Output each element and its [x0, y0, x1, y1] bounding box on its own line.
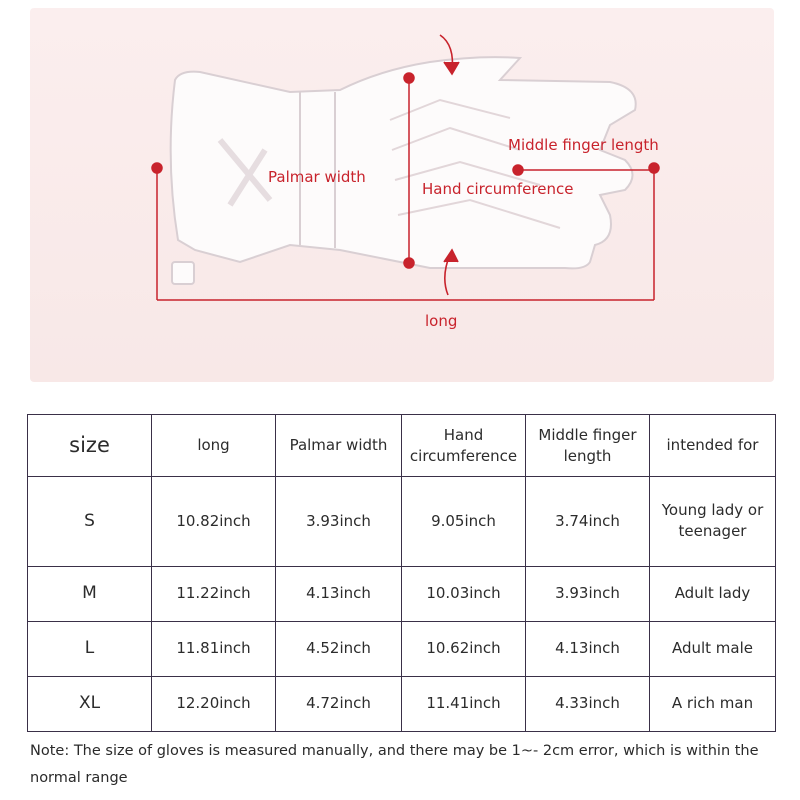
size-chart-table	[27, 414, 776, 732]
palmar-width-cell: 4.72inch	[276, 676, 402, 731]
column-header: size	[28, 415, 152, 477]
palmar-width-cell: 3.93inch	[276, 477, 402, 567]
long-cell: 10.82inch	[152, 477, 276, 567]
middle-finger-length-label: Middle finger length	[508, 136, 659, 154]
palmar-width-cell: 4.52inch	[276, 621, 402, 676]
size-cell: M	[28, 566, 152, 621]
table-row	[28, 676, 776, 731]
column-header: Hand circumference	[402, 415, 526, 477]
long-cell: 11.22inch	[152, 566, 276, 621]
hand-circumference-cell: 9.05inch	[402, 477, 526, 567]
table-row	[28, 621, 776, 676]
table-header-row	[28, 415, 776, 477]
size-cell: S	[28, 477, 152, 567]
hand-circumference-cell: 10.03inch	[402, 566, 526, 621]
intended-for-cell: Adult lady	[650, 566, 776, 621]
palmar-width-cell: 4.13inch	[276, 566, 402, 621]
intended-for-cell: Adult male	[650, 621, 776, 676]
hand-circumference-label: Hand circumference	[422, 180, 574, 198]
table-row	[28, 566, 776, 621]
middle-finger-cell: 4.33inch	[526, 676, 650, 731]
size-cell: XL	[28, 676, 152, 731]
measurement-note: Note: The size of gloves is measured manually, and there may be 1~- 2cm error, which is within the normal range	[30, 743, 759, 786]
middle-finger-cell: 3.74inch	[526, 477, 650, 567]
column-header: Palmar width	[276, 415, 402, 477]
intended-for-cell: Young lady or teenager	[650, 477, 776, 567]
middle-finger-cell: 4.13inch	[526, 621, 650, 676]
long-cell: 12.20inch	[152, 676, 276, 731]
palmar-width-label: Palmar width	[268, 168, 366, 186]
middle-finger-cell: 3.93inch	[526, 566, 650, 621]
long-cell: 11.81inch	[152, 621, 276, 676]
long-label: long	[425, 312, 458, 330]
hand-circumference-cell: 11.41inch	[402, 676, 526, 731]
column-header: intended for	[650, 415, 776, 477]
table-row	[28, 477, 776, 567]
column-header: long	[152, 415, 276, 477]
size-cell: L	[28, 621, 152, 676]
column-header: Middle finger length	[526, 415, 650, 477]
hand-circumference-cell: 10.62inch	[402, 621, 526, 676]
intended-for-cell: A rich man	[650, 676, 776, 731]
